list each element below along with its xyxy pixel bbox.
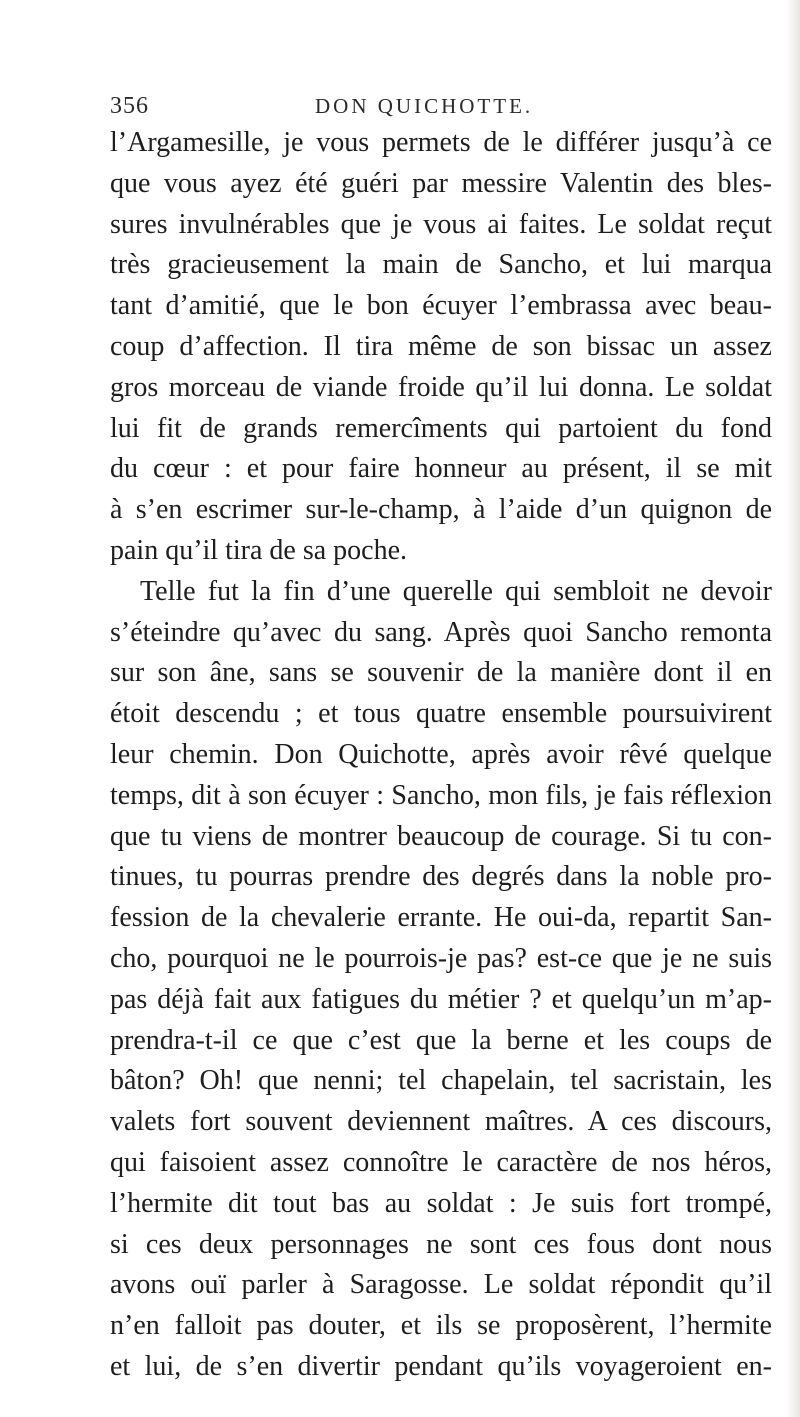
text-line: sur son âne, sans se souvenir de la manière dont il en bbox=[110, 657, 772, 689]
text-line: étoit descendu ; et tous quatre ensemble poursuivirent bbox=[110, 698, 772, 730]
text-line: gros morceau de viande froide qu’il lui donna. Le soldat bbox=[110, 371, 772, 403]
text-line: à s’en escrimer sur-le-champ, à l’aide d’un quignon de bbox=[110, 494, 772, 526]
text-line: avons ouï parler à Saragosse. Le soldat répondit qu’il bbox=[110, 1269, 772, 1301]
text-line: n’en falloit pas douter, et ils se proposèrent, l’hermite bbox=[110, 1310, 772, 1342]
text-line: fession de la chevalerie errante. He oui-da, repartit San- bbox=[110, 902, 772, 934]
text-line: temps, dit à son écuyer : Sancho, mon fils, je fais réflexion bbox=[110, 779, 772, 811]
text-line: valets fort souvent deviennent maîtres. A ces discours, bbox=[110, 1106, 772, 1138]
text-line: leur chemin. Don Quichotte, après avoir rêvé quelque bbox=[110, 738, 772, 770]
text-line: l’Argamesille, je vous permets de le différer jusqu’à ce bbox=[110, 127, 772, 158]
text-line: si ces deux personnages ne sont ces fous dont nous bbox=[110, 1228, 772, 1260]
text-line-paragraph-start: Telle fut la fin d’une querelle qui sembloit ne devoir bbox=[140, 575, 772, 607]
text-line: que tu viens de montrer beaucoup de courage. Si tu con- bbox=[110, 820, 772, 852]
text-line: que vous ayez été guéri par messire Valentin des bles- bbox=[110, 167, 772, 199]
text-line: très gracieusement la main de Sancho, et lui marqua bbox=[110, 249, 772, 281]
body-text bbox=[110, 123, 772, 1388]
text-line: prendra-t-il ce que c’est que la berne et les coups de bbox=[110, 1024, 772, 1056]
text-line: qui faisoient assez connoître le caractère de nos héros, bbox=[110, 1146, 772, 1178]
text-line: et lui, de s’en divertir pendant qu’ils voyageroient en- bbox=[110, 1350, 772, 1382]
text-line: tinues, tu pourras prendre des degrés dans la noble pro- bbox=[110, 861, 772, 893]
text-line: cho, pourquoi ne le pourrois-je pas? est-ce que je ne suis bbox=[110, 942, 772, 974]
text-line: s’éteindre qu’avec du sang. Après quoi Sancho remonta bbox=[110, 616, 772, 648]
page-header bbox=[110, 93, 770, 123]
text-line: l’hermite dit tout bas au soldat : Je suis fort trompé, bbox=[110, 1187, 772, 1219]
text-line: du cœur : et pour faire honneur au présent, il se mit bbox=[110, 453, 772, 485]
page-edge-shadow bbox=[786, 0, 800, 1417]
page-number: 356 bbox=[110, 93, 149, 119]
text-line: bâton? Oh! que nenni; tel chapelain, tel sacristain, les bbox=[110, 1065, 772, 1097]
text-line: coup d’affection. Il tira même de son bissac un assez bbox=[110, 330, 772, 362]
text-line-paragraph-end: pain qu’il tira de sa poche. bbox=[110, 534, 408, 566]
text-line: sures invulnérables que je vous ai faites. Le soldat reçut bbox=[110, 208, 772, 240]
text-line: tant d’amitié, que le bon écuyer l’embrassa avec beau- bbox=[110, 290, 772, 322]
running-title: DON QUICHOTTE. bbox=[315, 94, 534, 118]
text-line: lui fit de grands remercîments qui partoient du fond bbox=[110, 412, 772, 444]
text-line: pas déjà fait aux fatigues du métier ? et quelqu’un m’ap- bbox=[110, 983, 772, 1015]
